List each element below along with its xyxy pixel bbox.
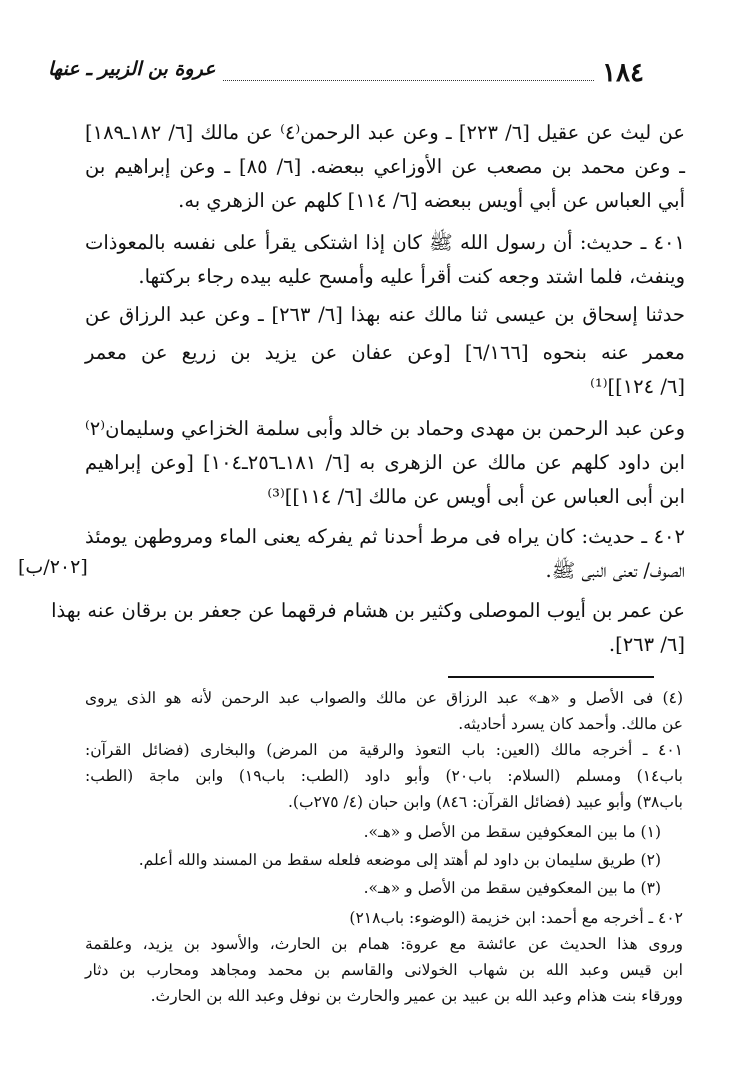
- body-line: ـ وعن محمد بن مصعب عن الأوزاعي ببعضه. [٦/ ٨٥] ـ وعن إبراهيم بن: [85, 155, 685, 178]
- footnote-line: (١) ما بين المعكوفين سقط من الأصل و «هـ».: [363, 823, 661, 841]
- body-line: وينفث، فلما اشتد وجعه كنت أقرأ عليه وأمسح عليه بيده رجاء بركتها.: [138, 265, 685, 288]
- footnote-line: وروى هذا الحديث عن عائشة مع عروة: همام بن الحارث، والأسود بن يزيد، وعلقمة: [85, 935, 683, 953]
- body-line: ابن داود كلهم عن مالك عن الزهرى به [٦/ ١٨١ـ٢٥٦ـ١٠٤] [وعن إبراهيم: [85, 451, 685, 474]
- footnote-line: ابن قيس وعبد الله بن شهاب الخولانى والقاسم بن محمد ومجاهد ومحارب بن دثار: [85, 961, 683, 979]
- body-line: معمر عنه بنحوه [٦/١٦٦] [وعن عفان عن يزيد بن زريع عن معمر: [85, 341, 685, 364]
- body-line: وعن عبد الرحمن بن مهدى وحماد بن خالد وأبى سلمة الخزاعي وسليمان⁽٢⁾: [85, 417, 685, 440]
- header-dotted-rule: [223, 80, 594, 81]
- hadith-402-heading: ٤٠٢ ـ حديث: كان يراه فى مرط أحدنا ثم يفركه يعنى الماء ومروطهن يومئذ: [85, 525, 685, 548]
- body-line: [٦/ ٢٦٣].: [608, 633, 685, 656]
- footnote-line: وورقاء بنت هذام وعبد الله بن عبيد بن عمير والحارث بن نوفل وعبد الله بن الحارث.: [150, 987, 683, 1005]
- page-header: [48, 58, 644, 98]
- page-number: ١٨٤: [602, 58, 644, 88]
- footnote-line: (٣) ما بين المعكوفين سقط من الأصل و «هـ».: [363, 879, 661, 897]
- footnote-separator: [448, 676, 654, 678]
- footnote-line: عن مالك. وأحمد كان يسرد أحاديثه.: [458, 715, 683, 733]
- hadith-401-heading: ٤٠١ ـ حديث: أن رسول الله ﷺ كان إذا اشتكى يقرأ على نفسه بالمعوذات: [85, 231, 685, 254]
- body-line: حدثنا إسحاق بن عيسى ثنا مالك عنه بهذا [٦/ ٢٦٣] ـ وعن عبد الرزاق عن: [85, 303, 685, 326]
- margin-reference: [٢٠٢/ب]: [18, 556, 88, 578]
- footnote-line: (٢) طريق سليمان بن داود لم أهتد إلى موضعه فلعله سقط من المسند والله أعلم.: [138, 851, 661, 869]
- body-line: عن ليث عن عقيل [٦/ ٢٢٣] ـ وعن عبد الرحمن⁽٤⁾ عن مالك [٦/ ١٨٢ـ١٨٩]: [85, 121, 685, 144]
- body-line: [٦/ ١٢٤]]⁽¹⁾: [590, 375, 685, 398]
- body-line: أبي العباس عن أبي أويس ببعضه [٦/ ١١٤] كلهم عن الزهري به.: [178, 189, 685, 212]
- body-line: ابن أبى العباس عن أبى أويس عن مالك [٦/ ١١٤]]⁽³⁾: [267, 485, 685, 508]
- footnote-line: (٤) فى الأصل و «هـ» عبد الرزاق عن مالك والصواب عبد الرحمن لأنه هو الذى يروى: [85, 689, 683, 707]
- running-title: عروة بن الزبير ـ عنها: [48, 58, 216, 80]
- footnote-line: ٤٠٢ ـ أخرجه مع أحمد: ابن خزيمة (الوضوء: باب٢١٨): [349, 909, 683, 927]
- body-line: الصوف/ تعنى النبى ﷺ.: [545, 559, 685, 582]
- footnote-line: باب٣٨) وأبو عبيد (فضائل القرآن: ٨٤٦) وابن حبان (٤/ ٢٧٥ب).: [287, 793, 683, 811]
- footnote-line: ٤٠١ ـ أخرجه مالك (العين: باب التعوذ والرقية من المرض) والبخارى (فضائل القرآن:: [85, 741, 683, 759]
- footnote-line: باب١٤) ومسلم (السلام: باب٢٠) وأبو داود (الطب: باب١٩) وابن ماجة (الطب:: [85, 767, 683, 785]
- body-line: عن عمر بن أيوب الموصلى وكثير بن هشام فرقهما عن جعفر بن برقان عنه بهذا: [51, 599, 685, 622]
